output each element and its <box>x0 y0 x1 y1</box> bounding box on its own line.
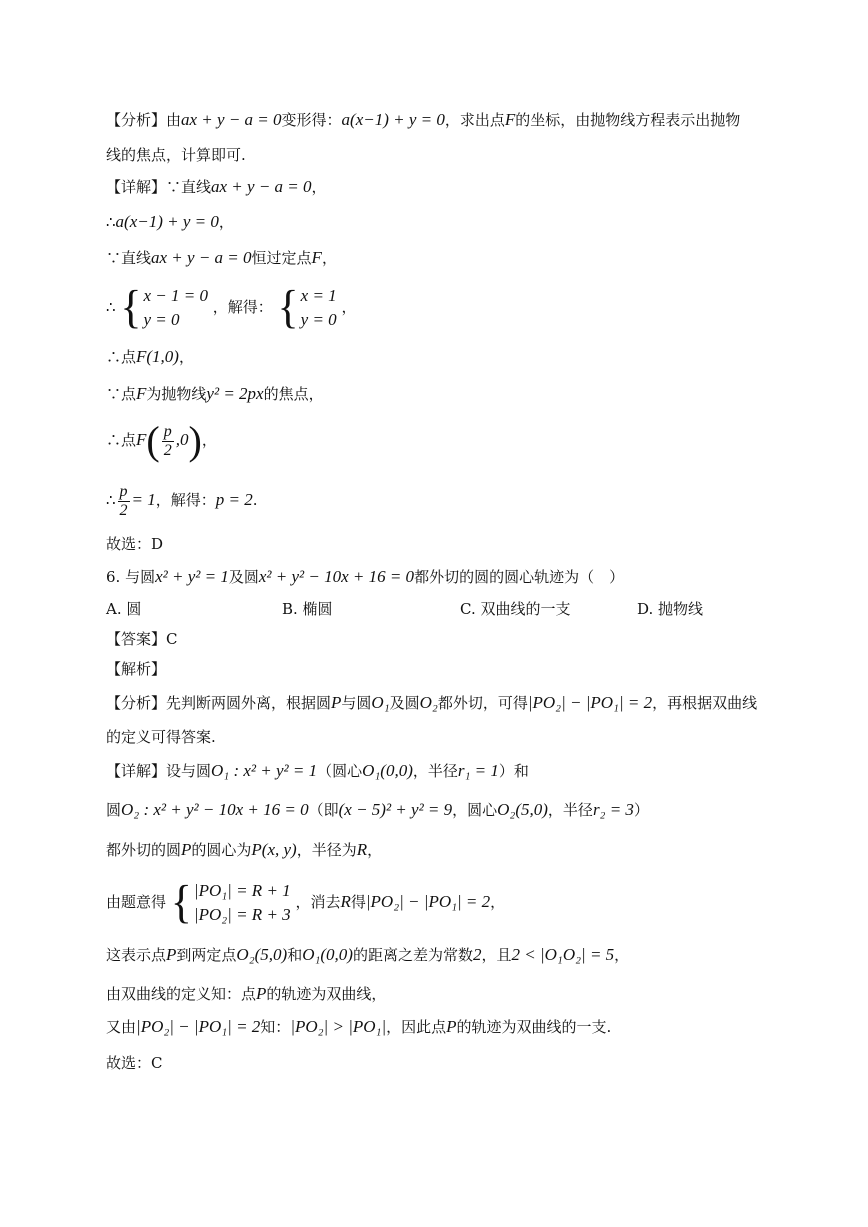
math: P(x, y) <box>251 840 297 859</box>
text: ∴ <box>106 298 116 316</box>
math: O₁ : x² + y² = 1 <box>211 761 318 780</box>
math: 2 <box>163 441 172 459</box>
math: F <box>311 248 322 267</box>
option-b: B. 椭圆 <box>282 600 333 618</box>
q6-detail-6 <box>106 984 386 1004</box>
math: O₂(5,0) <box>236 945 288 964</box>
choice-line <box>106 534 163 554</box>
math: O₁ <box>371 693 390 712</box>
text: ）和 <box>498 762 529 780</box>
option-d: D. 抛物线 <box>637 600 704 618</box>
math: y = 0 <box>300 310 337 329</box>
text: 【分析】由 <box>106 111 182 129</box>
text: 为抛物线 <box>146 385 207 403</box>
option-c: C. 双曲线的一支 <box>460 600 571 618</box>
text: ） <box>633 801 649 819</box>
math: 2 <box>119 501 128 519</box>
text: ， <box>311 178 327 196</box>
q6-analysis-2 <box>106 727 216 747</box>
text: 知： <box>260 1018 291 1036</box>
math: = 1 <box>131 490 156 509</box>
text: 的坐标，由抛物线方程表示出抛物 <box>515 111 741 129</box>
text: ，半径 <box>412 762 458 780</box>
detail-line-6 <box>106 384 324 404</box>
text: ， <box>218 213 234 231</box>
text: ， <box>201 431 217 449</box>
jiexi-line <box>106 659 166 679</box>
text: ，半径 <box>547 801 593 819</box>
text: ∵直线 <box>106 249 152 267</box>
text: 【解析】 <box>106 660 167 678</box>
text: 和 <box>287 946 303 964</box>
equation-system-1 <box>120 281 208 334</box>
math: x = 1 <box>300 286 337 305</box>
text: 由题意得 <box>106 893 167 911</box>
math: x² + y² − 10x + 16 = 0 <box>258 567 415 586</box>
q6-detail-4 <box>106 874 505 930</box>
equation-system-2 <box>277 281 337 334</box>
math: a(x−1) + y = 0 <box>341 110 445 129</box>
text: 及圆 <box>389 694 420 712</box>
option-a: A. 圆 <box>106 600 142 618</box>
text: ， <box>178 348 194 366</box>
math: R <box>340 892 351 911</box>
math: 2 < |O₁O₂| = 5 <box>511 945 615 964</box>
math: (x − 5)² + y² = 9 <box>338 800 453 819</box>
detail-line-3 <box>106 248 337 268</box>
detail-line-8 <box>106 480 258 520</box>
text: 都外切的圆的圆心轨迹为（ ） <box>414 568 625 586</box>
text: 的轨迹为双曲线， <box>266 985 387 1003</box>
equation-system-3 <box>170 876 291 929</box>
text: 由双曲线的定义知：点 <box>106 985 257 1003</box>
math: F <box>136 384 147 403</box>
text: . <box>252 491 258 509</box>
text: 线的焦点，计算即可. <box>106 146 246 164</box>
math: |PO₂| = R + 3 <box>193 905 291 924</box>
math: ax + y − a = 0 <box>211 177 312 196</box>
text: 与圆 <box>341 694 372 712</box>
math: |PO₁| = R + 1 <box>193 881 291 900</box>
q6-detail-5 <box>106 945 629 965</box>
math: a(x−1) + y = 0 <box>115 212 219 231</box>
math: |PO₂| − |PO₁| = 2 <box>365 892 491 911</box>
analysis-line-1 <box>106 110 740 130</box>
brace: { <box>170 876 192 929</box>
math: ,0 <box>175 430 189 449</box>
detail-line-2 <box>106 212 234 232</box>
text: ，再根据双曲线 <box>652 694 758 712</box>
text: ，求出点 <box>444 111 505 129</box>
text: 变形得： <box>281 111 342 129</box>
math: p <box>163 422 172 440</box>
fraction <box>162 423 174 460</box>
text: （圆心 <box>317 762 363 780</box>
text: ， <box>367 841 383 859</box>
text: 故选：D <box>106 535 164 553</box>
question-6 <box>106 567 624 587</box>
answer-line <box>106 629 177 649</box>
math: |PO₂| − |PO₁| = 2 <box>136 1017 261 1036</box>
brace: { <box>277 281 299 334</box>
math: P <box>181 840 192 859</box>
text: 这表示点 <box>106 946 167 964</box>
text: 都外切的圆 <box>106 841 182 859</box>
math: x − 1 = 0 <box>143 286 208 305</box>
brace: { <box>120 281 142 334</box>
analysis-line-2 <box>106 145 246 165</box>
q6-detail-2 <box>106 800 649 820</box>
q6-detail-1 <box>106 761 529 781</box>
text: ∵点 <box>106 385 137 403</box>
math: O₁(0,0) <box>302 945 353 964</box>
detail-line-7: ∴点F( $\frac{p}{2}$ ,0)， <box>106 418 217 463</box>
math: p = 2 <box>215 490 253 509</box>
text: 都外切，可得 <box>437 694 528 712</box>
text: 故选：C <box>106 1054 163 1072</box>
math: ax + y − a = 0 <box>151 248 252 267</box>
text: 得 <box>350 893 366 911</box>
text: 【分析】先判断两圆外离，根据圆 <box>106 694 332 712</box>
text: ， <box>490 893 506 911</box>
text: 【详解】∵直线 <box>106 178 212 196</box>
math: |PO₂| > |PO₁| <box>290 1017 387 1036</box>
text: 的距离之差为常数 <box>352 946 473 964</box>
math: F(1,0) <box>136 347 179 366</box>
fraction <box>118 483 130 520</box>
q6-detail-7 <box>106 1017 611 1037</box>
text: ，半径为 <box>296 841 357 859</box>
text: 的定义可得答案. <box>106 728 216 746</box>
text: 的圆心为 <box>191 841 252 859</box>
text: ，消去 <box>295 893 341 911</box>
math: F <box>136 430 147 449</box>
text: ， <box>321 249 337 267</box>
math: P <box>446 1017 457 1036</box>
math: O₂ <box>419 693 438 712</box>
text: 【答案】C <box>106 630 178 648</box>
math: r₂ = 3 <box>592 800 634 819</box>
detail-line-1 <box>106 177 327 197</box>
math: O₁(0,0) <box>362 761 413 780</box>
text: ∴ <box>106 213 116 231</box>
math: |PO₂| − |PO₁| = 2 <box>527 693 653 712</box>
math: x² + y² = 1 <box>155 567 229 586</box>
text: 【详解】设与圆 <box>106 762 212 780</box>
math: ax + y − a = 0 <box>181 110 282 129</box>
math: F <box>504 110 516 129</box>
text: ，因此点 <box>386 1018 447 1036</box>
math: P <box>256 984 267 1003</box>
math: p <box>119 482 128 500</box>
q6-analysis-1 <box>106 693 757 713</box>
math: P <box>166 945 177 964</box>
text: 6. 与圆 <box>106 568 156 586</box>
text: ， <box>614 946 630 964</box>
detail-line-5 <box>106 347 194 367</box>
text: ，且 <box>481 946 512 964</box>
math: R <box>356 840 368 859</box>
q6-choice-line <box>106 1053 162 1073</box>
math: O₂ : x² + y² − 10x + 16 = 0 <box>121 800 309 819</box>
text: 到两定点 <box>176 946 237 964</box>
text: ，圆心 <box>452 801 498 819</box>
math: y² = 2px <box>206 384 264 403</box>
math: r₁ = 1 <box>457 761 499 780</box>
text: 恒过定点 <box>251 249 312 267</box>
text: ∴点 <box>106 431 137 449</box>
math: O₂(5,0) <box>497 800 548 819</box>
text: 的轨迹为双曲线的一支. <box>456 1018 612 1036</box>
math: y = 0 <box>143 310 180 329</box>
text: 圆 <box>106 801 122 819</box>
text: ，解得： <box>155 491 216 509</box>
text: 及圆 <box>228 568 259 586</box>
text: ∴点 <box>106 348 137 366</box>
math: P <box>331 693 342 712</box>
text: ，解得： <box>212 298 273 316</box>
text: ∴ <box>106 491 116 509</box>
math: 2 <box>472 945 482 964</box>
detail-line-4 <box>106 281 356 333</box>
text: 又由 <box>106 1018 137 1036</box>
text: （即 <box>308 801 339 819</box>
text: ， <box>341 298 357 316</box>
text: 的焦点， <box>263 385 324 403</box>
q6-detail-3 <box>106 840 382 860</box>
